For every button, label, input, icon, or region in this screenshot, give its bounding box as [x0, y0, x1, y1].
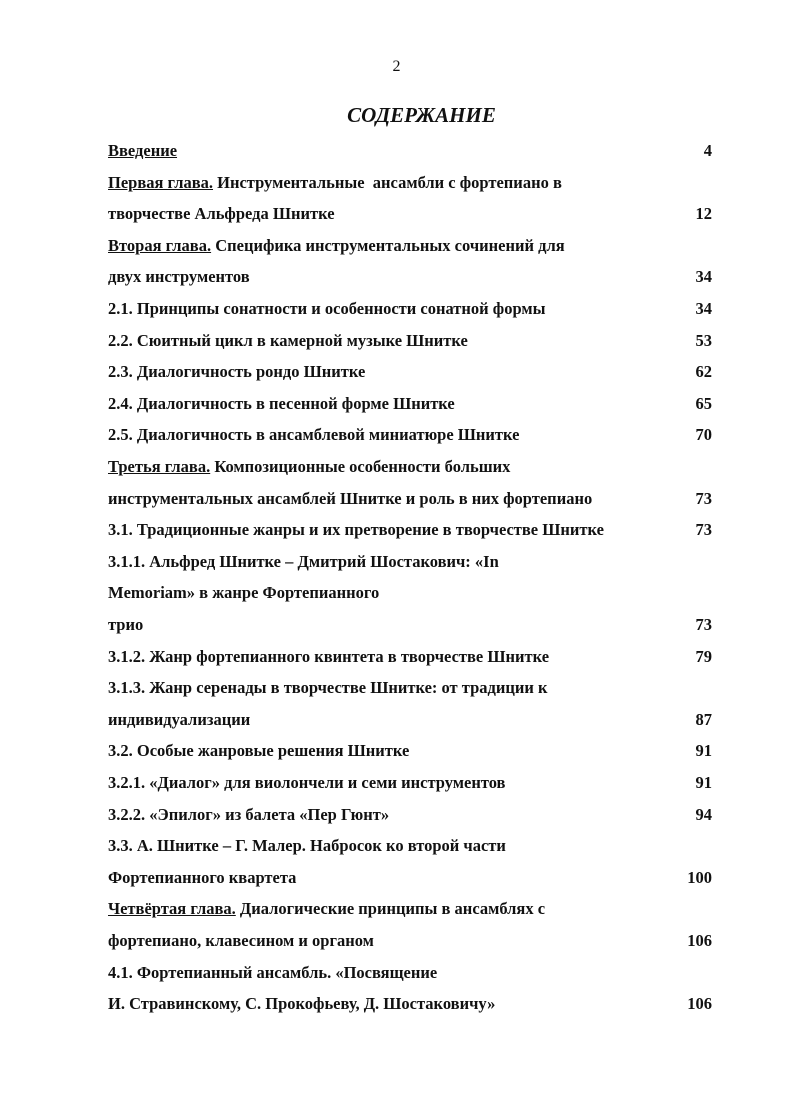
toc-entry-text: Диалогические принципы в ансамблях с	[235, 899, 546, 919]
toc-page-number: 34	[695, 299, 712, 318]
toc-page-number: 62	[695, 362, 712, 382]
chapter-label: Третья глава.	[108, 457, 211, 476]
toc-entry-text: Memoriam» в жанре Фортепианного	[108, 583, 380, 603]
toc-line	[108, 899, 718, 923]
toc-line	[108, 362, 718, 386]
chapter-label: Первая глава.	[108, 172, 213, 192]
toc-page-number: 106	[687, 931, 712, 950]
toc-entry-text: 2.3. Диалогичность рондо Шнитке	[108, 362, 366, 382]
toc-page-number: 73	[695, 615, 712, 634]
toc-entry-text: инструментальных ансамблей Шнитке и роль в них фортепиано	[108, 488, 593, 508]
toc-entry-text: 4.1. Фортепианный ансамбль. «Посвящение	[108, 962, 438, 982]
toc-page-number: 87	[695, 709, 712, 729]
toc-entry-text: Специфика инструментальных сочинений для	[211, 235, 565, 255]
toc-page-number: 4	[703, 141, 712, 160]
toc-line	[108, 394, 718, 418]
toc-page-number: 34	[695, 267, 712, 287]
toc-page-number: 106	[687, 994, 712, 1014]
toc-entry-text: 2.1. Принципы сонатности и особенности сонатной формы	[108, 299, 546, 318]
toc-line	[108, 552, 718, 576]
toc-entry-text: 3.1.2. Жанр фортепианного квинтета в творчестве Шнитке	[108, 646, 550, 666]
toc-entry-text: двух инструментов	[108, 267, 250, 287]
toc-entry-text: индивидуализации	[108, 709, 251, 729]
toc-entry-text: 3.2.1. «Диалог» для виолончели и семи инструментов	[108, 773, 506, 792]
toc-page-number: 91	[695, 741, 712, 761]
toc-line	[108, 173, 718, 197]
chapter-label: Вторая глава.	[108, 235, 212, 255]
toc-line	[108, 457, 718, 481]
toc-entry-text: творчестве Альфреда Шнитке	[108, 204, 335, 224]
toc-entry-text: Композиционные особенности больших	[210, 457, 511, 476]
toc-line	[108, 520, 718, 544]
toc-page-number: 12	[695, 204, 712, 224]
toc-line	[108, 868, 718, 892]
toc-page-number: 73	[695, 520, 712, 540]
toc-line	[108, 773, 718, 797]
toc-line	[108, 678, 718, 702]
toc-line	[108, 615, 718, 639]
toc-line	[108, 299, 718, 323]
toc-line	[108, 836, 718, 860]
toc-entry-text: трио	[108, 615, 144, 634]
toc-entry-text: 2.5. Диалогичность в ансамблевой миниатюре Шнитке	[108, 425, 520, 445]
toc-line	[108, 931, 718, 955]
toc-line	[108, 204, 718, 228]
toc-page-number: 53	[695, 330, 712, 350]
toc-line	[108, 141, 718, 165]
toc-line	[108, 583, 718, 607]
toc-line	[108, 647, 718, 671]
toc-page-number: 79	[695, 646, 712, 666]
toc-page-number: 91	[695, 773, 712, 792]
chapter-label: Четвёртая глава.	[108, 899, 236, 919]
toc-line	[108, 425, 718, 449]
toc-line	[108, 805, 718, 829]
toc-line	[108, 236, 718, 260]
toc-entry-text: И. Стравинскому, С. Прокофьеву, Д. Шостаковичу»	[108, 994, 496, 1014]
toc-entry-text: 3.1.1. Альфред Шнитке – Дмитрий Шостакович: «In	[108, 551, 499, 571]
toc-line	[108, 994, 718, 1018]
page-number: 2	[392, 58, 401, 75]
toc-page-number: 73	[695, 488, 712, 508]
toc-entry-text: 3.3. А. Шнитке – Г. Малер. Набросок ко второй части	[108, 836, 506, 856]
toc-entry-text: 2.2. Сюитный цикл в камерной музыке Шнитке	[108, 330, 468, 350]
toc-line	[108, 710, 718, 734]
toc-page-number: 65	[695, 393, 712, 413]
chapter-label: Введение	[108, 141, 178, 160]
toc-entry-text: Фортепианного квартета	[108, 867, 297, 887]
toc-line	[108, 963, 718, 987]
toc-entry-text: Инструментальные ансамбли с фортепиано в	[213, 172, 562, 192]
toc-line	[108, 489, 718, 513]
toc-line	[108, 267, 718, 291]
toc-page-number: 70	[695, 425, 712, 445]
toc-entry-text: 3.1.3. Жанр серенады в творчестве Шнитке: от традиции к	[108, 678, 548, 698]
toc-line	[108, 331, 718, 355]
toc-entry-text: 3.2. Особые жанровые решения Шнитке	[108, 741, 410, 761]
toc-line	[108, 741, 718, 765]
toc-entry-text: фортепиано, клавесином и органом	[108, 931, 374, 950]
page-title: СОДЕРЖАНИЕ	[347, 103, 496, 127]
toc-page-number: 94	[695, 804, 712, 824]
toc-entry-text: 3.2.2. «Эпилог» из балета «Пер Гюнт»	[108, 804, 390, 824]
toc-page-number: 100	[687, 867, 712, 887]
toc-entry-text: 2.4. Диалогичность в песенной форме Шнитке	[108, 393, 455, 413]
toc-entry-text: 3.1. Традиционные жанры и их претворение в творчестве Шнитке	[108, 520, 604, 540]
